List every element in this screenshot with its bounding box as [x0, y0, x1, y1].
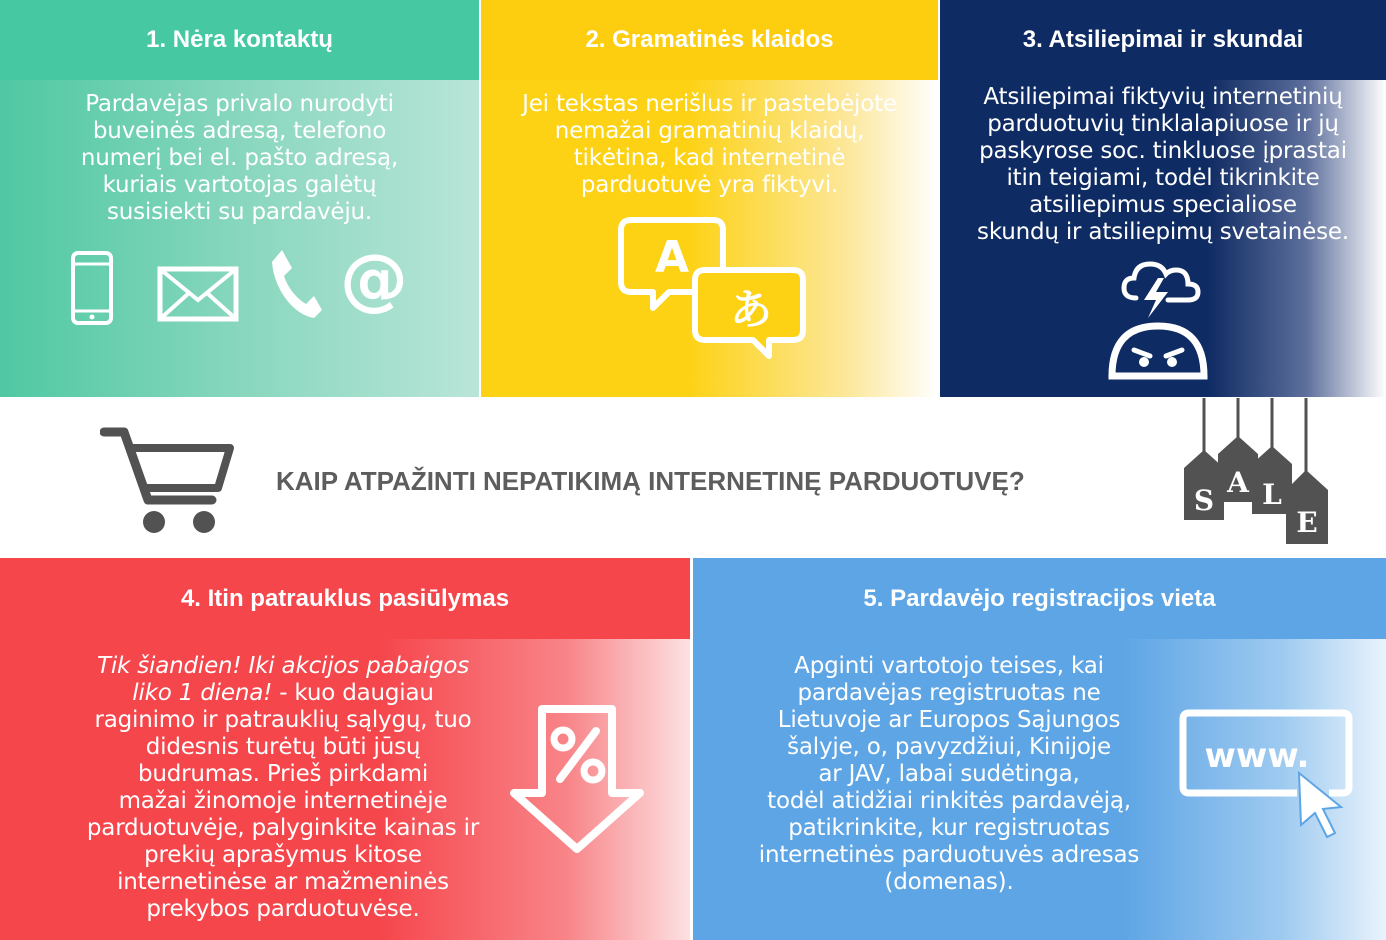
envelope-icon: [157, 266, 239, 322]
panel-1-title: 1. Nėra kontaktų: [0, 0, 479, 80]
translate-icon: [617, 216, 807, 362]
sale-letter-l: L: [1262, 478, 1282, 511]
panel-5-title: 5. Pardavėjo registracijos vieta: [693, 558, 1386, 639]
sale-letter-a: A: [1227, 466, 1249, 499]
panel-2-text: Jei tekstas nerišlus ir pastebėjote nemažai gramatinių klaidų, tikėtina, kad internetinė parduotuvė yra fiktyvi.: [522, 91, 897, 198]
sale-tags-icon: [1180, 398, 1332, 546]
phone-icon: [70, 250, 114, 326]
panel-seller-registration: [693, 558, 1386, 940]
sale-letter-s: S: [1193, 484, 1215, 517]
www-cursor-icon: [1179, 709, 1359, 849]
panel-grammar-errors: [481, 0, 938, 397]
panel-4-text-rest: - kuo daugiau raginimo ir patrauklių sąlygų, tuo didesnis turėtų būti jūsų budrumas. Prieš pirkdami mažai žinomoje internetinėje parduotuvėje, palyginkite kainas ir prekių aprašymus kitose internetinėse ar mažmeninės prekybos parduotuvėse.: [86, 680, 480, 922]
sale-letter-e: E: [1296, 506, 1318, 539]
angry-storm-icon: [1106, 256, 1210, 380]
panel-3-title: 3. Atsiliepimai ir skundai: [940, 0, 1386, 80]
panel-no-contacts: [0, 0, 479, 397]
handset-icon: [270, 248, 324, 320]
panel-3-text: Atsiliepimai fiktyvių internetinių parduotuvių tinklalapiuose ir jų paskyrose soc. tinkluose įprastai itin teigiami, todėl tikrinkite atsiliepimus specialiose skundų ir atsiliepimų svetainėse.: [977, 84, 1349, 245]
discount-arrow-icon: [508, 705, 646, 853]
panel-4-body: [0, 639, 690, 940]
www-label: www.: [1204, 736, 1310, 776]
panel-attractive-offer: [0, 558, 690, 940]
at-sign-icon: @: [340, 240, 408, 319]
panel-1-text: Pardavėjas privalo nurodyti buveinės adresą, telefono numerį bei el. pašto adresą, kuriais vartotojas galėtų susisiekti su pardavėju.: [80, 91, 399, 225]
panel-1-body: [0, 80, 479, 397]
main-headline: KAIP ATPAŽINTI NEPATIKIMĄ INTERNETINĘ PARDUOTUVĘ?: [276, 466, 1025, 496]
panel-5-text: Apginti vartotojo teises, kai pardavėjas registruotas ne Lietuvoje ar Europos Sąjungos šalyje, o, pavyzdžiui, Kinijoje ar JAV, labai sudėtinga, todėl atidžiai rinkitės pardavėją, patikrinkite, kur registruotas internetinės parduotuvės adresas (domenas).: [758, 653, 1140, 895]
panel-reviews-complaints: [940, 0, 1386, 397]
panel-4-title: 4. Itin patrauklus pasiūlymas: [0, 558, 690, 639]
glyph-hiragana: あ: [729, 285, 773, 334]
shopping-cart-icon: [100, 424, 236, 536]
panel-4-text-italic: Tik šiandien! Iki akcijos pabaigos liko 1 diena!: [96, 653, 469, 706]
panel-2-body: [481, 80, 938, 397]
panel-2-title: 2. Gramatinės klaidos: [481, 0, 938, 80]
panel-5-body: [693, 639, 1386, 940]
glyph-a: A: [654, 232, 690, 283]
panel-3-body: [940, 80, 1386, 397]
panel-4-text: [0, 653, 566, 923]
